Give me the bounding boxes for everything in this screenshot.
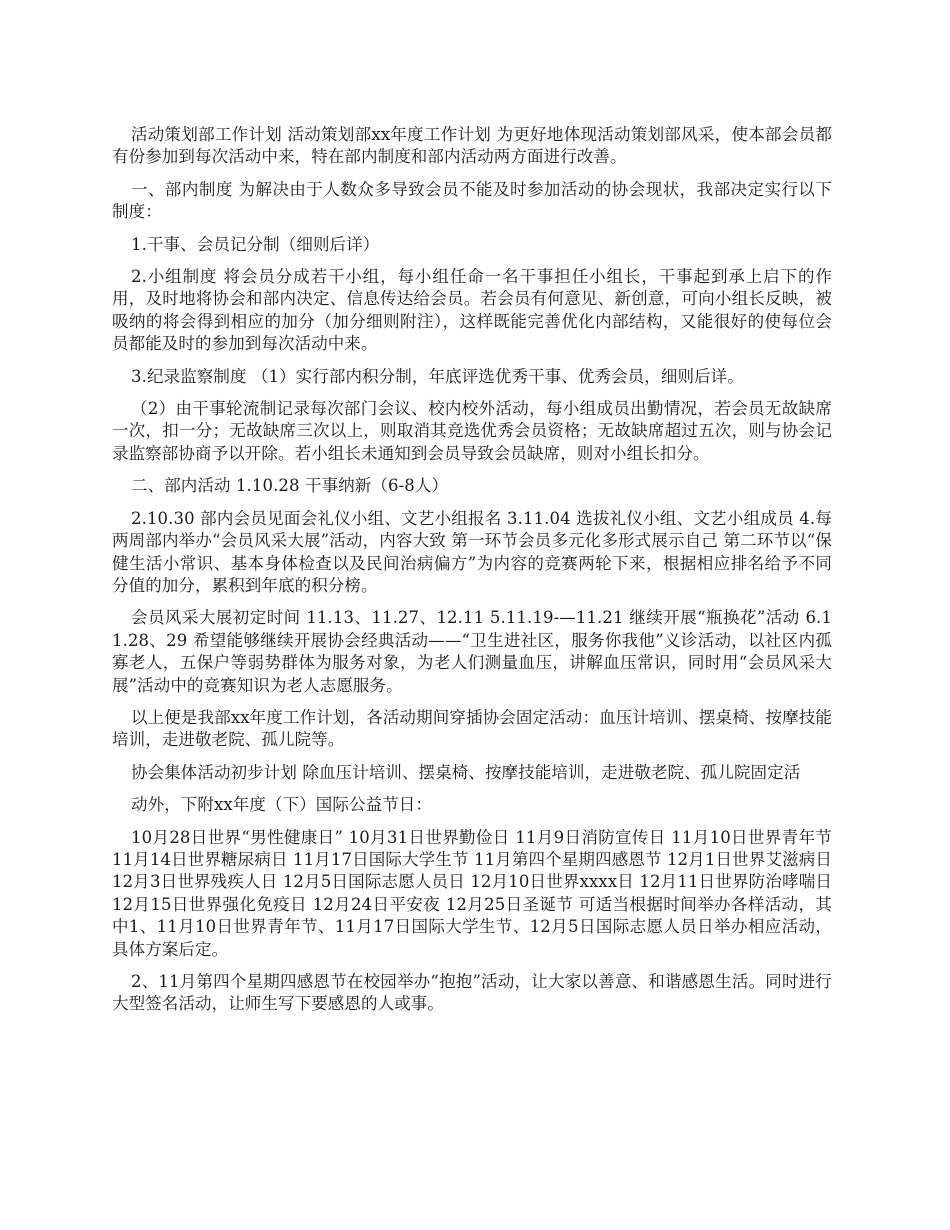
paragraph: 2.10.30 部内会员见面会礼仪小组、文艺小组报名 3.11.04 选拔礼仪小组、文艺小组成员 4.每两周部内举办“会员风采大展”活动，内容大致 第一环节会员多元化多形式展示自己 第二环节以“保健生活小常识、基本身体检查以及民间治病偏方”为内容的竞赛两轮下来，根据相应排名给予不同分值的加分，累积到年底的积分榜。 bbox=[112, 508, 832, 595]
paragraph: 二、部内活动 1.10.28 干事纳新（6-8人） bbox=[131, 476, 449, 496]
paragraph: （2）由干事轮流制记录每次部门会议、校内校外活动，每小组成员出勤情况，若会员无故缺席一次，扣一分；无故缺席三次以上，则取消其竞选优秀会员资格；无故缺席超过五次，则与协会记录监察部协商予以开除。若小组长未通知到会员导致会员缺席，则对小组长扣分。 bbox=[112, 399, 832, 463]
paragraph: 会员风采大展初定时间 11.13、11.27、12.11 5.11.19-—11.21 继续开展“瓶换花”活动 6.11.28、29 希望能够继续开展协会经典活动——“卫生进社区，服务你我他”义诊活动，以社区内孤寡老人，五保户等弱势群体为服务对象，为老人们测量血压，讲解血压常识，同时用“会员风采大展”活动中的竞赛知识为老人志愿服务。 bbox=[112, 608, 832, 695]
paragraph: 以上便是我部xx年度工作计划，各活动期间穿插协会固定活动：血压计培训、摆桌椅、按摩技能培训，走进敬老院、孤儿院等。 bbox=[112, 707, 832, 750]
paragraph: 1.干事、会员记分制（细则后详） bbox=[131, 234, 380, 254]
paragraph: 2、11月第四个星期四感恩节在校园举办“抱抱”活动，让大家以善意、和谐感恩生活。同时进行大型签名活动，让师生写下要感恩的人或事。 bbox=[112, 972, 832, 1014]
paragraph: 协会集体活动初步计划 除血压计培训、摆桌椅、按摩技能培训，走进敬老院、孤儿院固定活 bbox=[131, 762, 801, 782]
paragraph: 活动策划部工作计划 活动策划部xx年度工作计划 为更好地体现活动策划部风采，使本部会员都有份参加到每次活动中来，特在部内制度和部内活动两方面进行改善。 bbox=[112, 125, 832, 167]
paragraph: 一、部内制度 为解决由于人数众多导致会员不能及时参加活动的协会现状，我部决定实行以下制度： bbox=[112, 179, 832, 222]
paragraph: 2.小组制度 将会员分成若干小组，每小组任命一名干事担任小组长，干事起到承上启下的作用，及时地将协会和部内决定、信息传达给会员。若会员有何意见、新创意，可向小组长反映，被吸纳的将会得到相应的加分（加分细则附注），这样既能完善优化内部结构，又能很好的使每位会员都能及时的参加到每次活动中来。 bbox=[112, 267, 832, 354]
paragraph: 3.纪录监察制度 （1）实行部内积分制，年底评选优秀干事、优秀会员，细则后详。 bbox=[131, 366, 744, 386]
paragraph: 10月28日世界“男性健康日” 10月31日世界勤俭日 11月9日消防宣传日 11月10日世界青年节 11月14日世界糖尿病日 11月17日国际大学生节 11月第四个星期四感恩节 12月1日世界艾滋病日 12月3日世界残疾人日 12月5日国际志愿人员日 12月10日世界xxxx日 12月11日世界防治哮喘日 12月15日世界强化免疫日 12月24日平安夜 12月25日圣诞节 可适当根据时间举办各样活动，其中1、11月10日世界青年节、11月17日国际大学生节、12月5日国际志愿人员日举办相应活动，具体方案后定。 bbox=[112, 827, 832, 959]
document-body bbox=[112, 124, 832, 1026]
paragraph: 动外，下附xx年度（下）国际公益节日： bbox=[131, 795, 433, 815]
